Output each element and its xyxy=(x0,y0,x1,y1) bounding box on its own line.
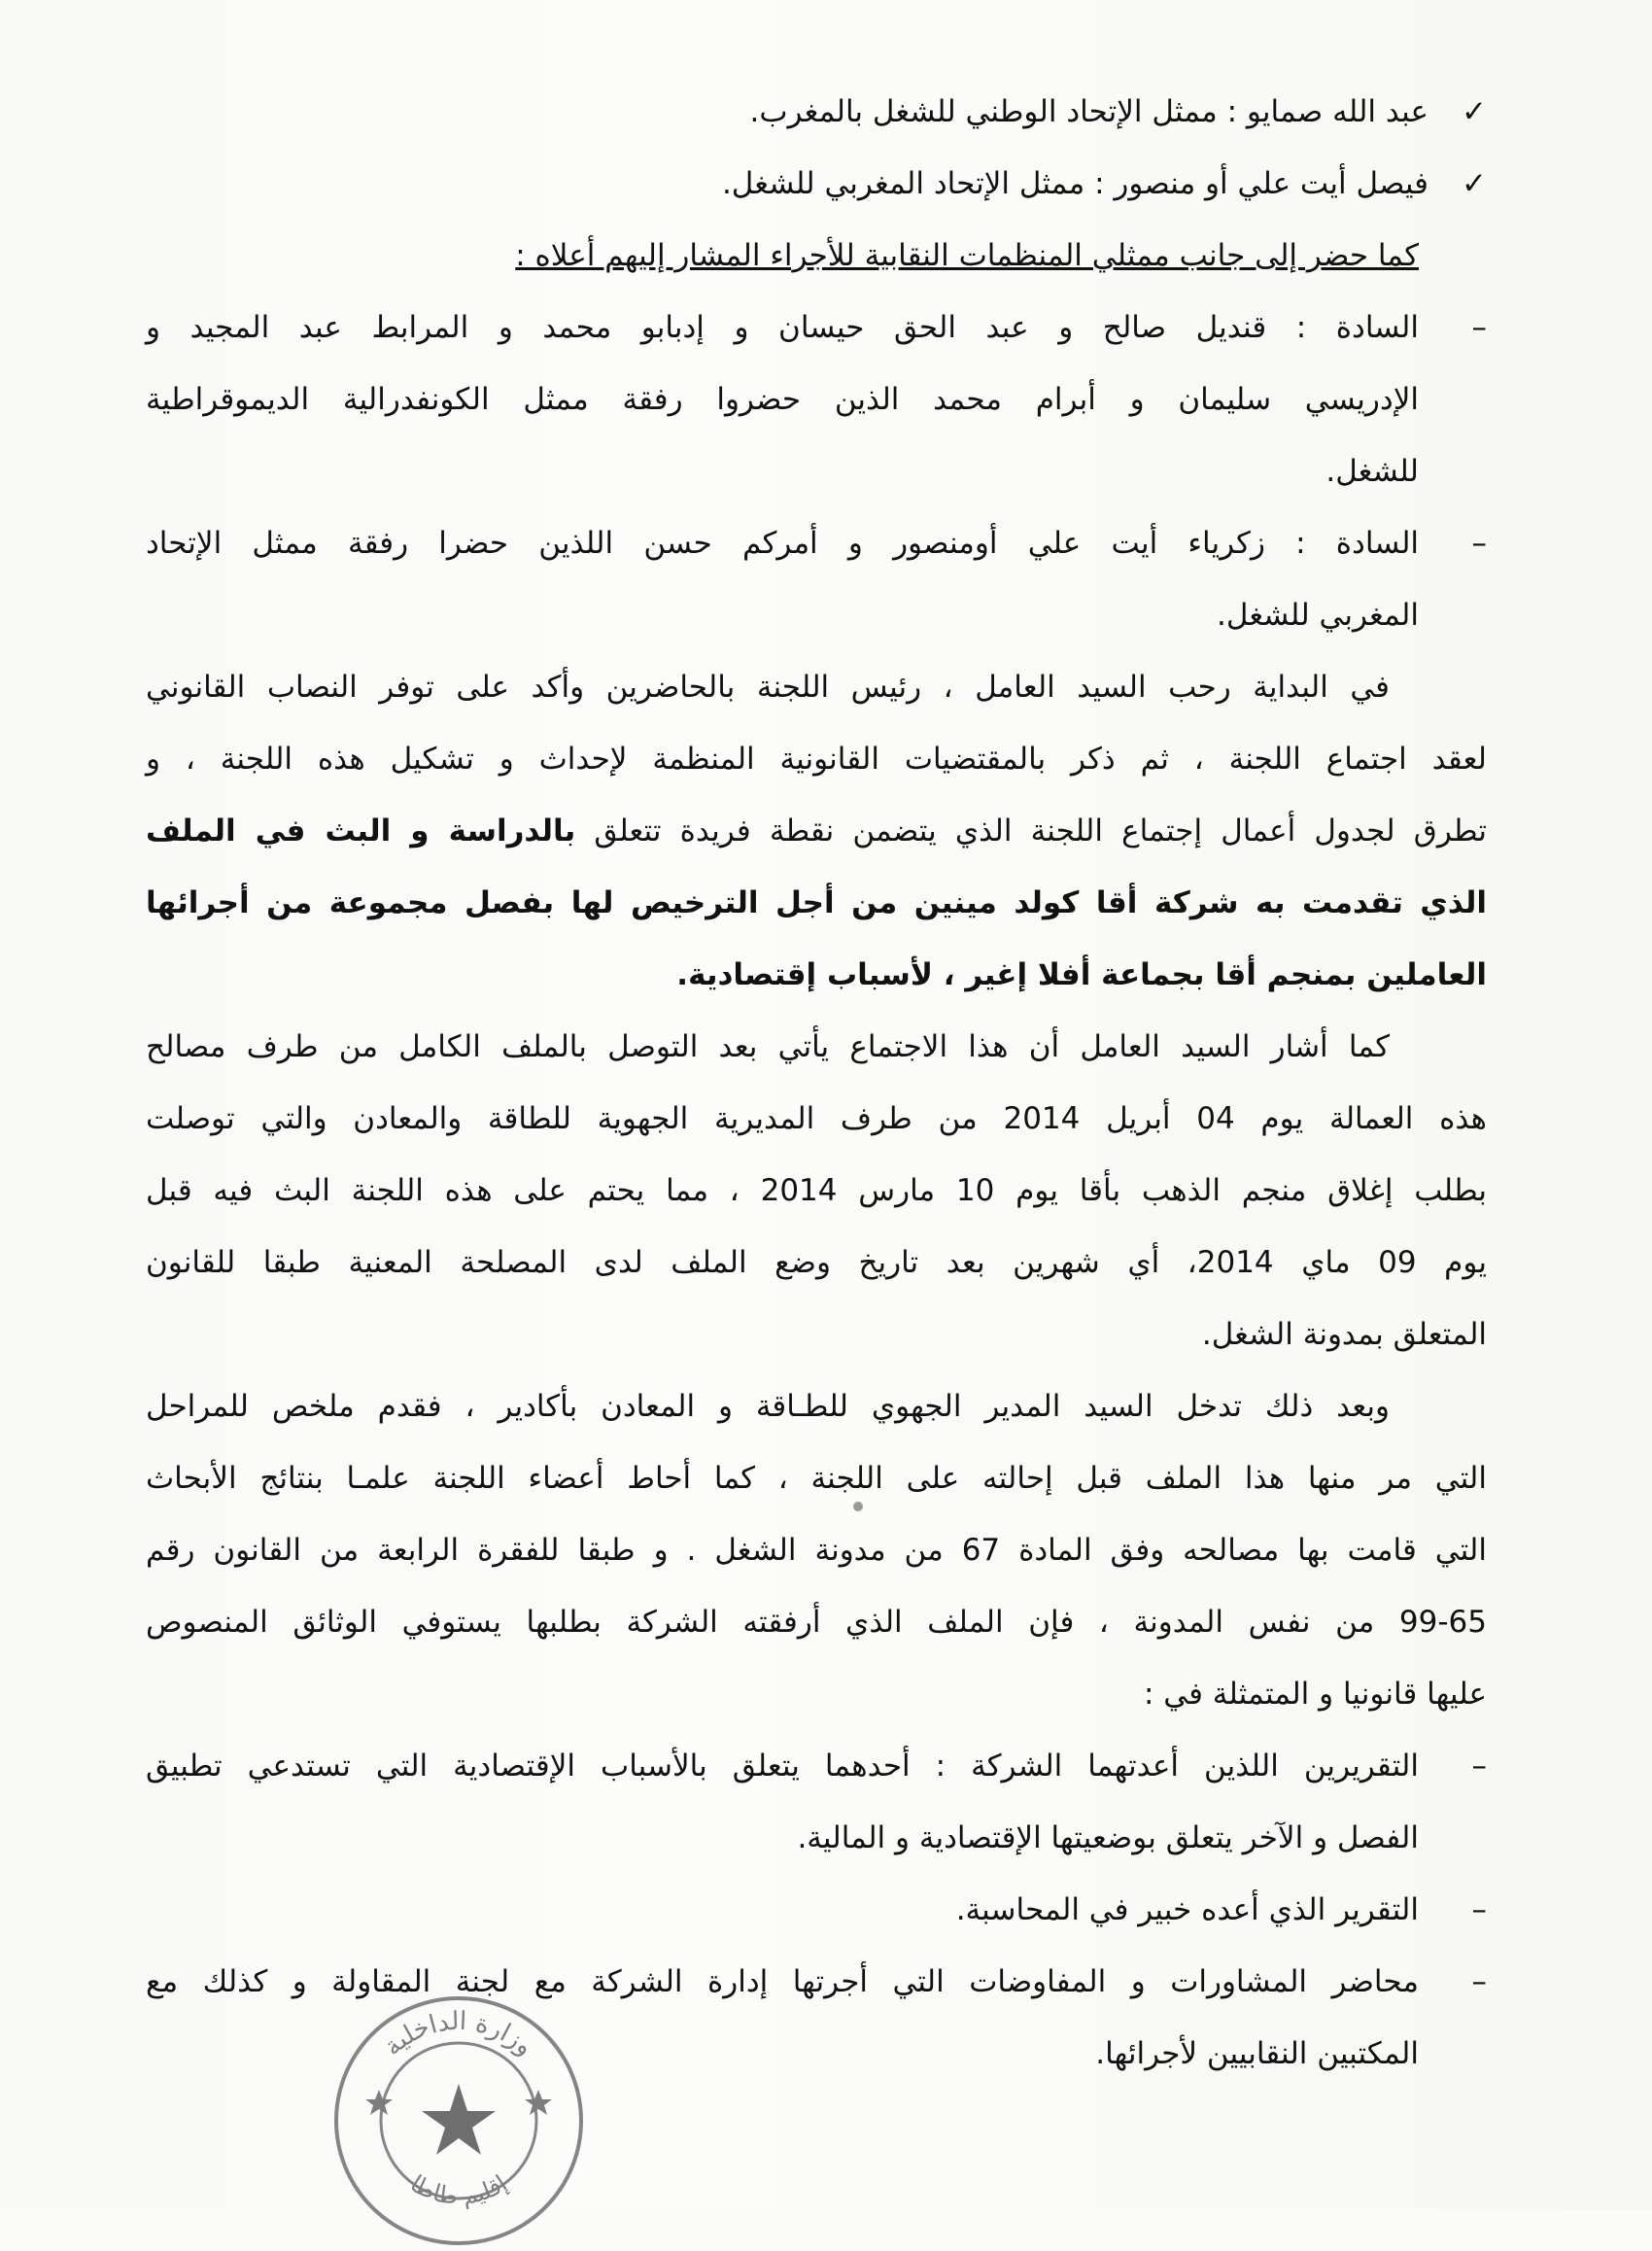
attendee-text: عبد الله صمايو : ممثل الإتحاد الوطني للشغل بالمغرب. xyxy=(749,94,1428,129)
paragraph-line: لعقد اجتماع اللجنة ، ثم ذكر بالمقتضيات القانونية المنظمة لإحداث و تشكيل هذه اللجنة ، و xyxy=(146,742,1487,777)
list-item-text: محاضر المشاورات و المفاوضات التي أجرتها إدارة الشركة مع لجنة المقاولة و كذلك مع xyxy=(146,1964,1419,1999)
list-item-text: التقريرين اللذين أعدتهما الشركة : أحدهما يتعلق بالأسباب الإقتصادية التي تستدعي تطبيق xyxy=(146,1749,1419,1783)
paragraph-line: المتعلق بمدونة الشغل. xyxy=(1201,1317,1487,1352)
paragraph-line: التي قامت بها مصالحه وفق المادة 67 من مدونة الشغل . و طبقا للفقرة الرابعة من القانون رقم xyxy=(146,1533,1487,1568)
paragraph-line: وبعد ذلك تدخل السيد المدير الجهوي للطـاقة و المعادن بأكادير ، فقدم ملخص للمراحل xyxy=(146,1389,1390,1424)
list-item-continuation: الفصل و الآخر يتعلق بوضعيتها الإقتصادية و المالية. xyxy=(797,1820,1419,1855)
section-heading: كما حضر إلى جانب ممثلي المنظمات النقابية للأجراء المشار إليهم أعلاه : xyxy=(515,238,1419,273)
seal-top-text: وزارة الداخلية xyxy=(378,2006,539,2062)
paragraph-text: تطرق لجدول أعمال إجتماع اللجنة الذي يتضمن نقطة فريدة تتعلق xyxy=(575,814,1487,848)
small-star-icon xyxy=(525,2090,552,2115)
paragraph-line: التي مر منها هذا الملف قبل إحالته على اللجنة ، كما أحاط أعضاء اللجنة علمـا بنتائج الأبحاث xyxy=(146,1461,1487,1496)
paragraph-line xyxy=(146,795,1487,867)
document-list-item xyxy=(146,1874,1487,1946)
attendee-group-line xyxy=(146,507,1487,579)
paragraph-line: كما أشار السيد العامل أن هذا الاجتماع يأتي بعد التوصل بالملف الكامل من طرف مصالح xyxy=(146,1029,1390,1064)
list-item-continuation: المكتبين النقابيين لأجرائها. xyxy=(1095,2036,1419,2071)
seal-bottom-text: إقليم طاطا xyxy=(405,2169,512,2210)
bold-paragraph-line: العاملين بمنجم أقا بجماعة أفلا إغير ، لأسباب إقتصادية. xyxy=(676,957,1487,992)
bold-paragraph-line: الذي تقدمت به شركة أقا كولد مينين من أجل الترخيص لها بفصل مجموعة من أجرائها xyxy=(146,885,1487,920)
official-seal-stamp xyxy=(328,1991,589,2251)
bold-text: بالدراسة و البث في الملف xyxy=(146,814,576,848)
dash-bullet: – xyxy=(1471,1749,1487,1783)
dash-bullet: – xyxy=(1471,1892,1487,1927)
paragraph-line: يوم 09 ماي 2014، أي شهرين بعد تاريخ وضع الملف لدى المصلحة المعنية طبقا للقانون xyxy=(146,1245,1487,1280)
star-icon xyxy=(422,2084,496,2155)
attendee-group-line: الإدريسي سليمان و أبرام محمد الذين حضروا رفقة ممثل الكونفدرالية الديموقراطية xyxy=(146,382,1419,417)
check-mark-icon: ✓ xyxy=(1462,166,1487,201)
attendee-group-line: المغربي للشغل. xyxy=(1216,598,1419,633)
dash-bullet: – xyxy=(1471,526,1487,561)
list-item-text: التقرير الذي أعده خبير في المحاسبة. xyxy=(955,1892,1419,1927)
attendee-item xyxy=(146,76,1487,148)
attendee-text: فيصل أيت علي أو منصور : ممثل الإتحاد المغربي للشغل. xyxy=(721,166,1428,201)
paragraph-line: في البداية رحب السيد العامل ، رئيس اللجنة بالحاضرين وأكد على توفر النصاب القانوني xyxy=(146,670,1390,705)
paragraph-line: هذه العمالة يوم 04 أبريل 2014 من طرف المديرية الجهوية للطاقة والمعادن والتي توصلت xyxy=(146,1101,1487,1136)
document-body xyxy=(146,76,1487,2090)
paragraph-line: بطلب إغلاق منجم الذهب بأقا يوم 10 مارس 2014 ، مما يحتم على هذه اللجنة البث فيه قبل xyxy=(146,1173,1487,1208)
dash-bullet: – xyxy=(1471,310,1487,345)
attendee-group-text: السادة : قنديل صالح و عبد الحق حيسان و إدبابو محمد و المرابط عبد المجيد و xyxy=(146,310,1419,345)
attendee-item xyxy=(146,148,1487,220)
attendee-group-line xyxy=(146,292,1487,364)
document-list-item xyxy=(146,1730,1487,1802)
dash-bullet: – xyxy=(1471,1964,1487,1999)
attendee-group-line: للشغل. xyxy=(1325,454,1419,489)
small-star-icon xyxy=(365,2090,393,2115)
attendee-group-text: السادة : زكرياء أيت علي أومنصور و أمركم حسن اللذين حضرا رفقة ممثل الإتحاد xyxy=(146,526,1419,561)
paragraph-line: 99-65 من نفس المدونة ، فإن الملف الذي أرفقته الشركة بطلبها يستوفي الوثائق المنصوص xyxy=(146,1605,1487,1640)
check-mark-icon: ✓ xyxy=(1462,94,1487,129)
paragraph-line: عليها قانونيا و المتمثلة في : xyxy=(1143,1677,1487,1712)
